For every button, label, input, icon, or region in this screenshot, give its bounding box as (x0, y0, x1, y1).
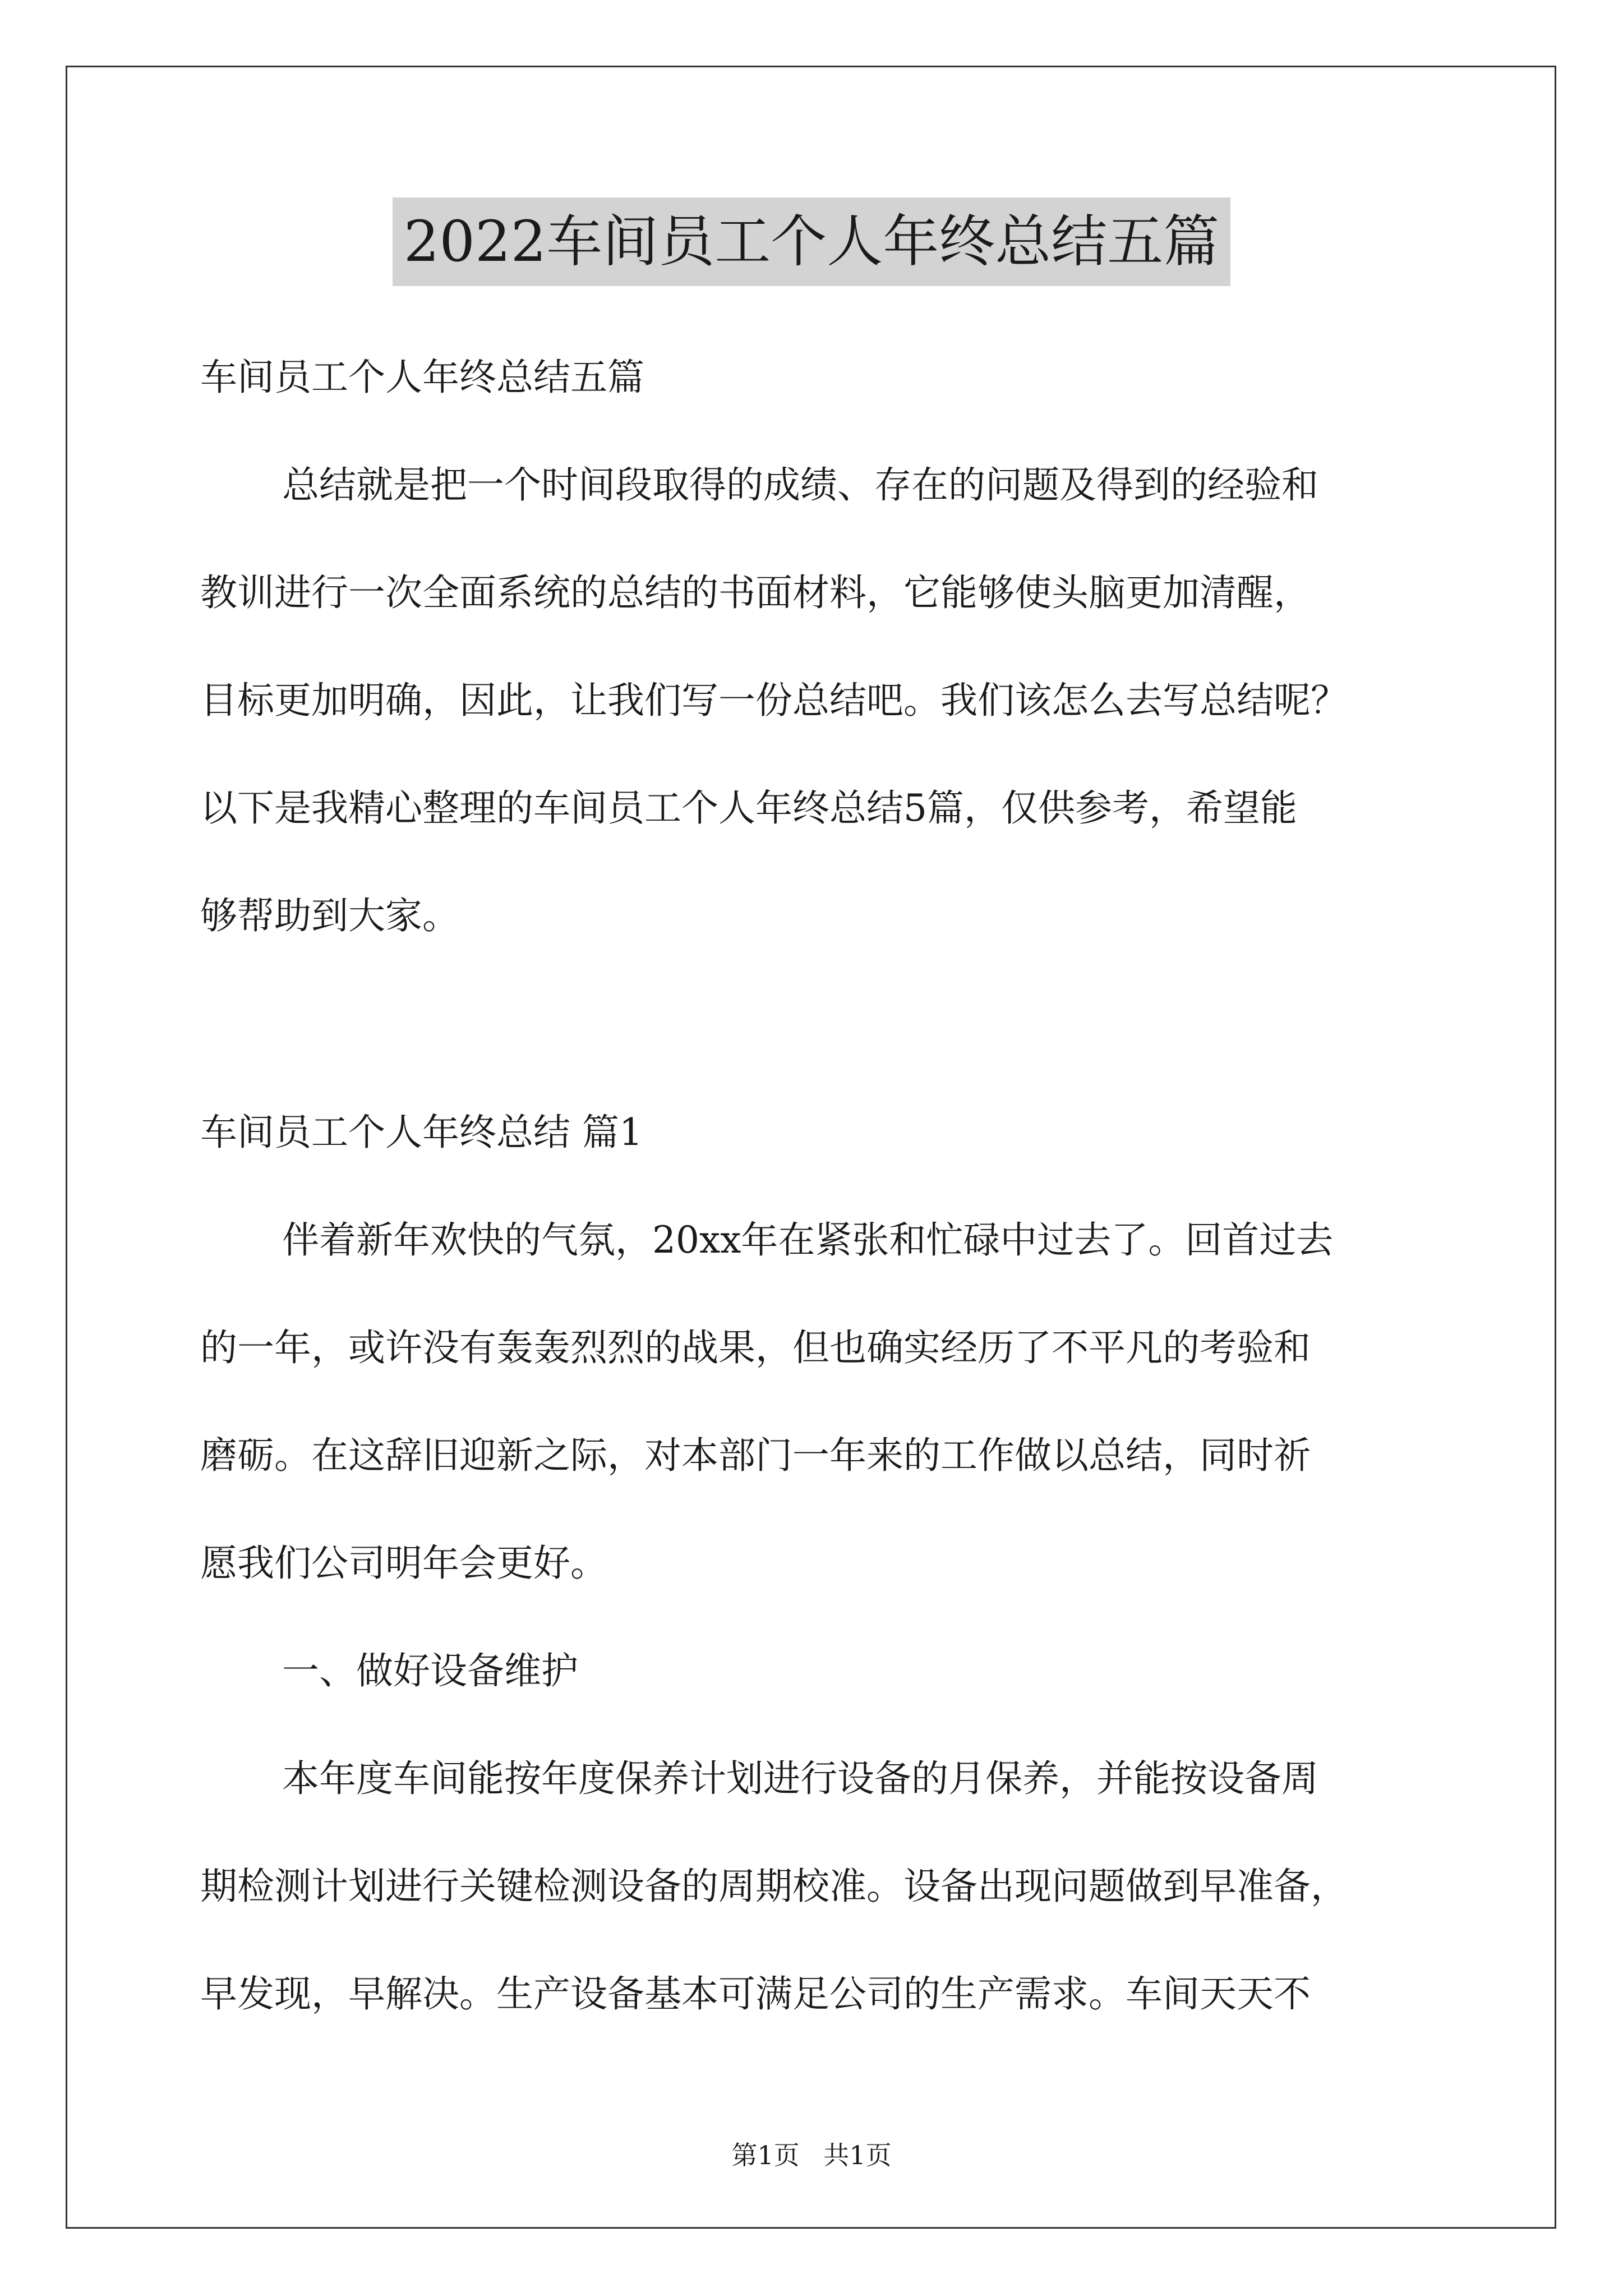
footer-page-number: 第1页 (731, 2140, 800, 2170)
section-heading: 车间员工个人年终总结 篇1 (200, 1111, 643, 1154)
para2-line-3: 早发现，早解决。生产设备基本可满足公司的生产需求。车间天天不 (200, 1972, 1311, 2016)
document-subtitle: 车间员工个人年终总结五篇 (200, 356, 644, 399)
para1-line-1: 伴着新年欢快的气氛，20xx年在紧张和忙碌中过去了。回首过去 (282, 1218, 1334, 1262)
item1-heading: 一、做好设备维护 (282, 1649, 578, 1692)
intro-line-3: 目标更加明确，因此，让我们写一份总结吧。我们该怎么去写总结呢？ (200, 679, 1348, 722)
page-footer (0, 2138, 1623, 2172)
para1-line-4: 愿我们公司明年会更好。 (200, 1542, 607, 1585)
document-title: 2022车间员工个人年终总结五篇 (393, 197, 1231, 286)
title-container (0, 197, 1623, 286)
para2-line-2: 期检测计划进行关键检测设备的周期校准。设备出现问题做到早准备， (200, 1865, 1348, 1908)
para2-line-1: 本年度车间能按年度保养计划进行设备的月保养，并能按设备周 (282, 1757, 1318, 1800)
para1-line-3: 磨砺。在这辞旧迎新之际，对本部门一年来的工作做以总结，同时祈 (200, 1434, 1311, 1477)
intro-line-2: 教训进行一次全面系统的总结的书面材料，它能够使头脑更加清醒， (200, 571, 1311, 614)
footer-total-pages: 共1页 (823, 2140, 892, 2170)
intro-line-5: 够帮助到大家。 (200, 894, 459, 937)
intro-line-4: 以下是我精心整理的车间员工个人年终总结5篇，仅供参考，希望能 (200, 786, 1297, 830)
para1-line-2: 的一年，或许没有轰轰烈烈的战果，但也确实经历了不平凡的考验和 (200, 1326, 1311, 1369)
intro-line-1: 总结就是把一个时间段取得的成绩、存在的问题及得到的经验和 (282, 463, 1318, 507)
